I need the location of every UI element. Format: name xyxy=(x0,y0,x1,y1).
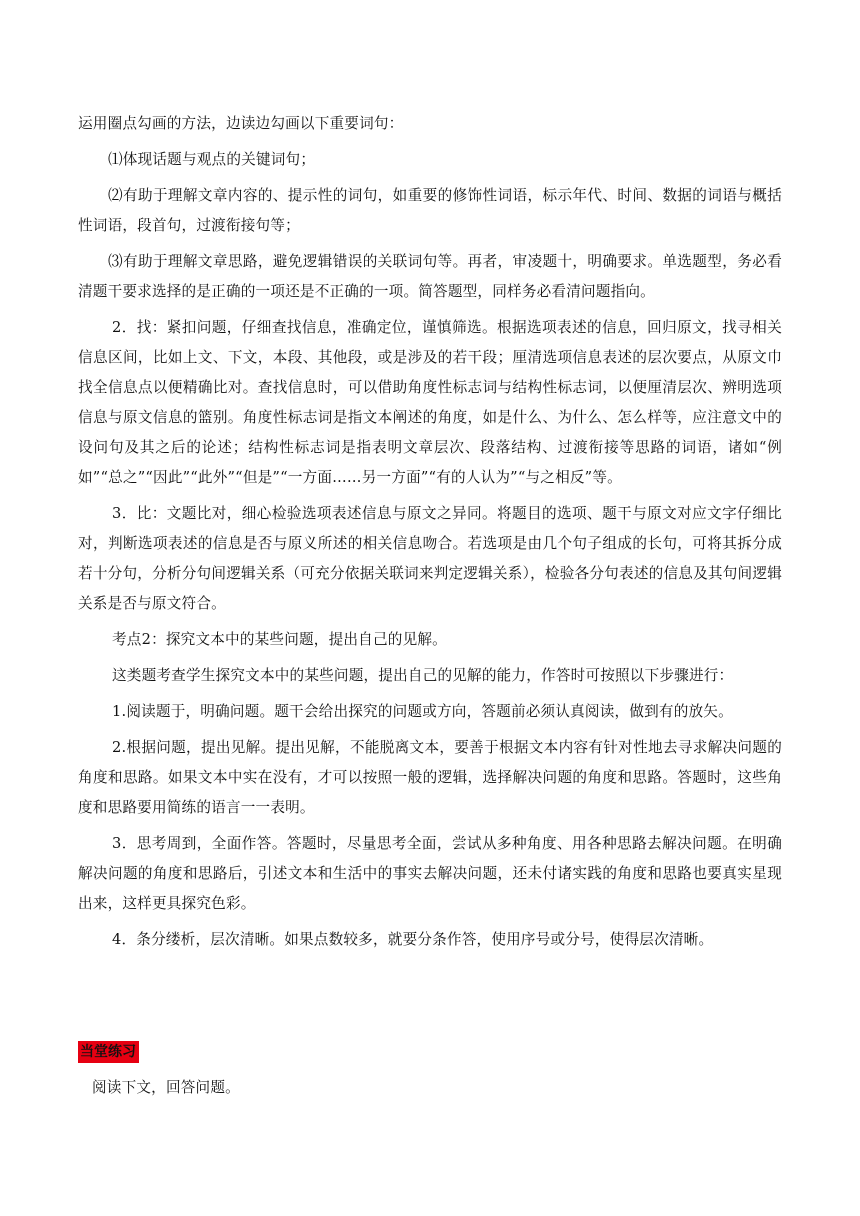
intro-paragraph: 运用圈点勾画的方法，边读边勾画以下重要词句： xyxy=(78,115,404,132)
body-text xyxy=(78,109,782,961)
method-compare-paragraph: 3．比：文题比对，细心检验选项表述信息与原文之异同。将题目的选项、题干与原文对应文字仔细比对，判断选项表述的信息是否与原义所述的相关信息吻合。若选项是由几个句子组成的长句，可将其拆分成若十分句，分析分句间逻辑关系（可充分依据关联词来判定逻辑关系），检验各分句表述的信息及其句间逻辑关系是否与原文符合。 xyxy=(78,505,782,612)
exam-point-heading: 考点2：探究文本中的某些问题，提出自己的见解。 xyxy=(112,631,447,648)
step-paragraph: 2.根据问题，提出见解。提出见解，不能脱离文本，要善于根据文本内容有针对性地去寻求解决问题的角度和思路。如果文本中实在没有，才可以按照一般的逻辑，选择解决问题的角度和思路。答题时，这些角度和思路要用简练的语言一一表明。 xyxy=(78,739,782,816)
exercise-section xyxy=(78,1073,782,1109)
exam-point-intro: 这类题考查学生探究文本中的某些问题，提出自己的见解的能力，作答时可按照以下步骤进行： xyxy=(112,667,734,684)
list-item: ⑵有助于理解文章内容的、提示性的词句，如重要的修饰性词语，标示年代、时间、数据的词语与概括性词语，段首句，过渡衔接句等； xyxy=(78,187,782,234)
list-item: ⑴体现话题与观点的关键词句； xyxy=(108,151,316,168)
method-find-paragraph: 2．找：紧扣问题，仔细查找信息，准确定位，谨慎筛选。根据选项表述的信息，回归原文，找寻相关信息区间，比如上文、下文，本段、其他段，或是涉及的若干段；厘清选项信息表述的层次要点，从原文巾找全信息点以便精确比对。查找信息时，可以借助角度性标志词与结构性标志词，以便厘清层次、辨明选项信息与原文信息的篮别。角度性标志词是指文本阐述的角度，如是什么、为什么、怎么样等，应注意文中的设问句及其之后的论述；结构性标志词是指表明文章层次、段落结构、过渡衔接等思路的词语，诸如“例如”“总之”“因此”“此外”“但是”“一方面……另一方面”“有的人认为”“与之相反”等。 xyxy=(78,319,782,486)
exercise-instruction: 阅读下文，回答问题。 xyxy=(92,1079,240,1096)
section-label: 当堂练习 xyxy=(78,1041,139,1063)
step-paragraph: 4．条分缕析，层次清晰。如果点数较多，就要分条作答，使用序号或分号，使得层次清晰。 xyxy=(112,931,714,948)
list-item: ⑶有助于理解文章思路，避免逻辑错误的关联词句等。再者，审凌题十，明确要求。单选题型，务必看清题干要求选择的是正确的一项还是不正确的一项。简答题型，同样务必看清问题指向。 xyxy=(78,253,782,300)
step-paragraph: 3．思考周到，全面作答。答题时，尽量思考全面，尝试从多种角度、用各种思路去解决问题。在明确解决问题的角度和思路后，引述文本和生活中的事实去解决问题，还未付诸实践的角度和思路也要真实星现出来，这样更具探究色彩。 xyxy=(78,835,782,912)
step-paragraph: 1.阅读题于，明确问题。题干会给出探究的问题或方向，答题前必须认真阅读，做到有的放矢。 xyxy=(112,703,733,720)
